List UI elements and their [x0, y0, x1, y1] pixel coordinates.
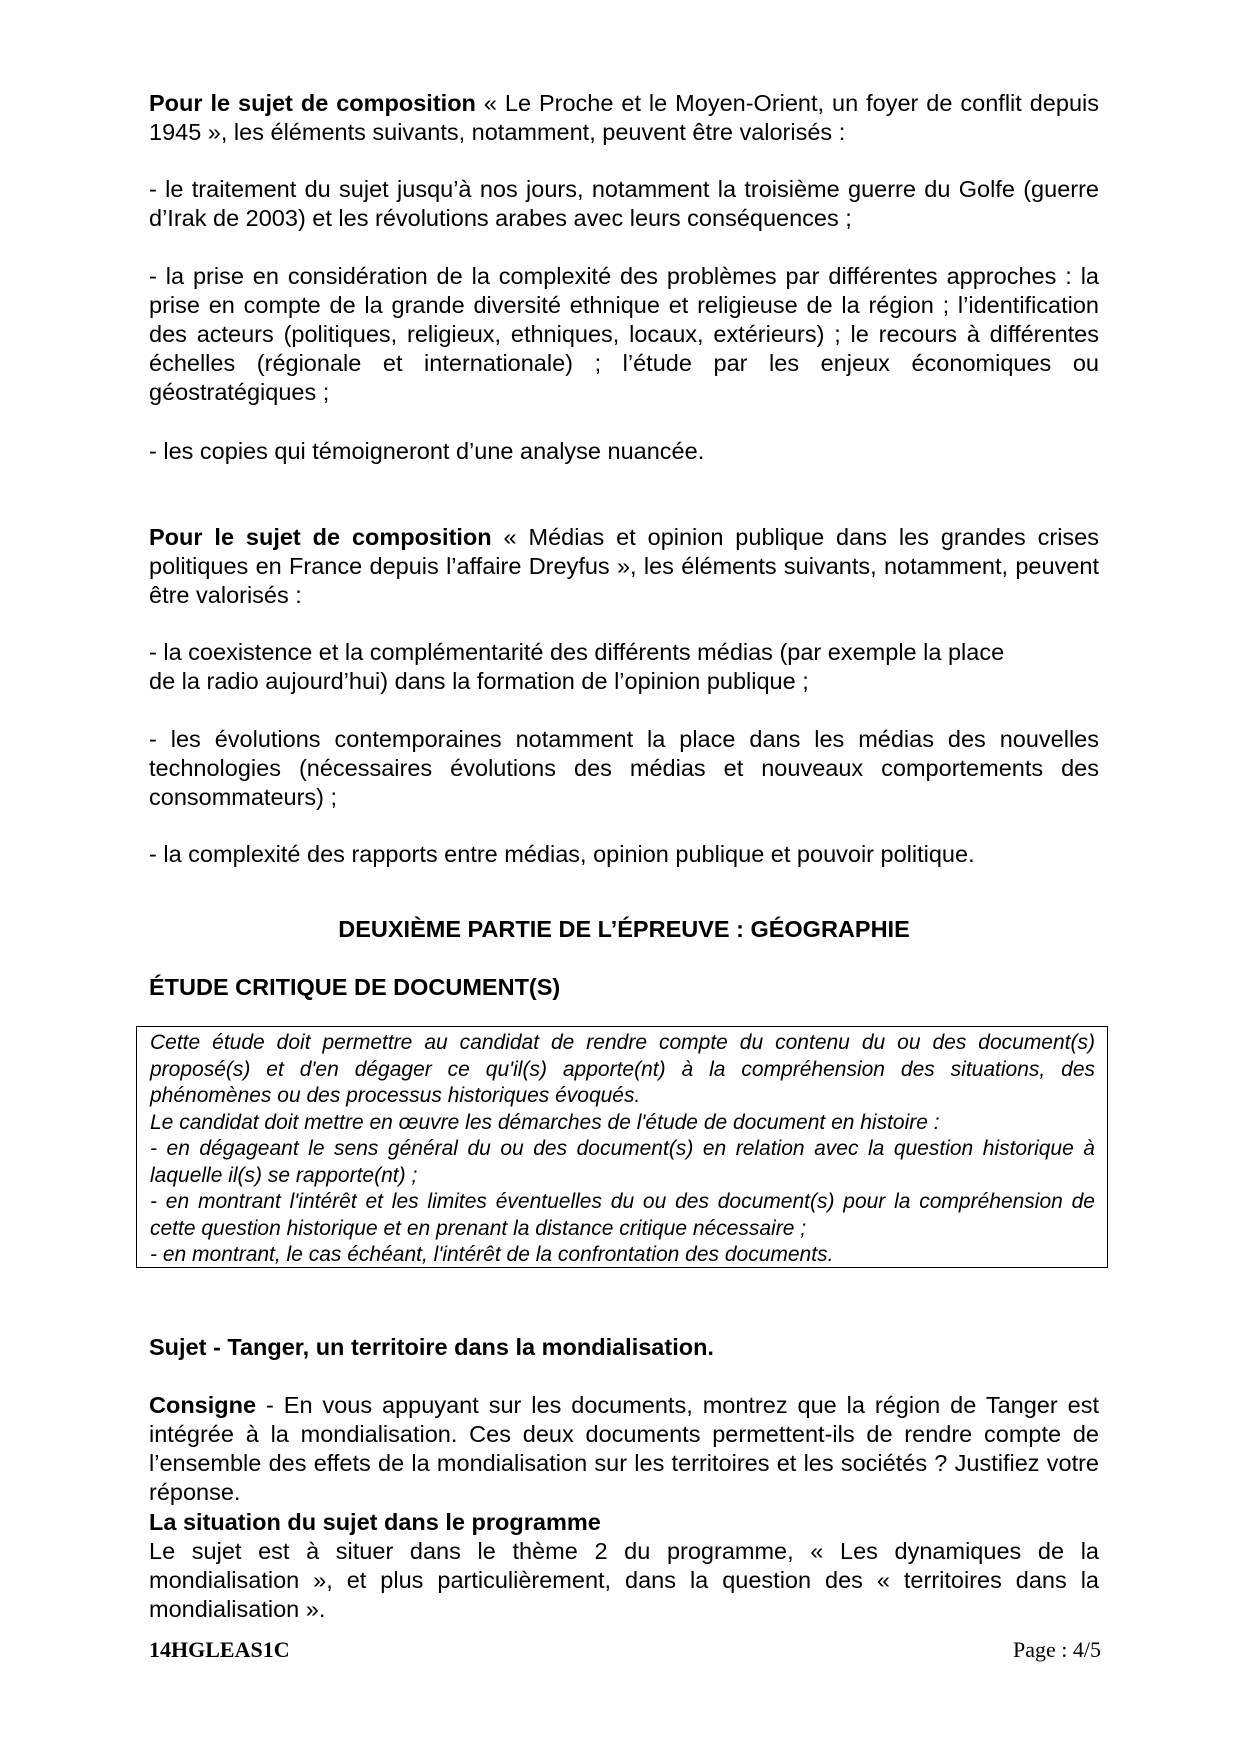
consigne-text: - En vous appuyant sur les documents, montrez que la région de Tanger est intégrée à la mondialisation. Ces deux documents permettent-ils de rendre compte de l’ensemble des effets de la mondialisation sur les territoires et les sociétés ? Justifiez votre réponse. — [149, 1392, 1099, 1505]
box-paragraph: Le candidat doit mettre en œuvre les démarches de l'étude de document en histoire : — [150, 1110, 940, 1134]
intro-text: « Médias et opinion publique dans les grandes crises politiques en France depuis l’affaire Dreyfus », les éléments suivants, notamment, peuvent être valorisés : — [149, 524, 1100, 608]
consigne-paragraph — [149, 1391, 1099, 1507]
section-subheading: ÉTUDE CRITIQUE DE DOCUMENT(S) — [149, 974, 561, 1000]
list-item-line: - la coexistence et la complémentarité des différents médias (par exemple la place — [149, 639, 1005, 665]
list-item: - la complexité des rapports entre médias, opinion publique et pouvoir politique. — [149, 841, 975, 867]
document-code: 14HGLEAS1C — [149, 1637, 290, 1662]
box-paragraph: - en montrant, le cas échéant, l'intérêt de la confrontation des documents. — [150, 1243, 834, 1266]
list-item: - les évolutions contemporaines notamment la place dans les médias des nouvelles technologies (nécessaires évolutions des médias et nouveaux comportements des consommateurs) ; — [149, 726, 1099, 810]
sujet-title: Sujet - Tanger, un territoire dans la mondialisation. — [149, 1334, 714, 1360]
box-paragraph: Cette étude doit permettre au candidat de rendre compte du contenu du ou des document(s) proposé(s) et d'en dégager ce qu'il(s) apporte(nt) à la compréhension des situations, des phénomènes ou des processus historiques évoqués. — [150, 1031, 1095, 1107]
list-item-line: de la radio aujourd’hui) dans la formation de l’opinion publique ; — [149, 668, 809, 694]
part-heading: DEUXIÈME PARTIE DE L’ÉPREUVE : GÉOGRAPHIE — [338, 916, 910, 942]
instructions-box — [136, 1026, 1108, 1268]
paragraph-intro — [149, 523, 1099, 610]
intro-bold: Pour le sujet de composition — [149, 524, 492, 550]
section-medias — [149, 523, 1099, 610]
page-number: Page : 4/5 — [1013, 1637, 1101, 1662]
situation-text: Le sujet est à situer dans le thème 2 du programme, « Les dynamiques de la mondialisation », et plus particulièrement, dans la question des « territoires dans la mondialisation ». — [149, 1538, 1099, 1622]
list-item: - la prise en considération de la complexité des problèmes par différentes approches : la prise en compte de la grande diversité ethnique et religieuse de la région ; l’identification des acteurs (politiques, religieux, ethniques, locaux, extérieurs) ; le recours à différentes échelles (régionale et internationale) ; l’étude par les enjeux économiques ou géostratégiques ; — [149, 263, 1099, 405]
paragraph-intro — [149, 89, 1099, 147]
intro-text: « Le Proche et le Moyen-Orient, un foyer de conflit depuis 1945 », les éléments suivants, notamment, peuvent être valorisés : — [149, 90, 1099, 145]
intro-bold: Pour le sujet de composition — [149, 90, 476, 116]
box-paragraph: - en montrant l'intérêt et les limites éventuelles du ou des document(s) pour la compréhension de cette question historique et en prenant la distance critique nécessaire ; — [150, 1190, 1095, 1240]
box-paragraph: - en dégageant le sens général du ou des document(s) en relation avec la question historique à laquelle il(s) se rapporte(nt) ; — [150, 1137, 1095, 1187]
list-item: - le traitement du sujet jusqu’à nos jours, notamment la troisième guerre du Golfe (guerre d’Irak de 2003) et les révolutions arabes avec leurs conséquences ; — [149, 176, 1099, 231]
consigne-label: Consigne — [149, 1392, 257, 1418]
list-item: - les copies qui témoigneront d’une analyse nuancée. — [149, 438, 705, 464]
section-proche-orient — [149, 89, 1099, 147]
situation-title: La situation du sujet dans le programme — [149, 1509, 601, 1535]
